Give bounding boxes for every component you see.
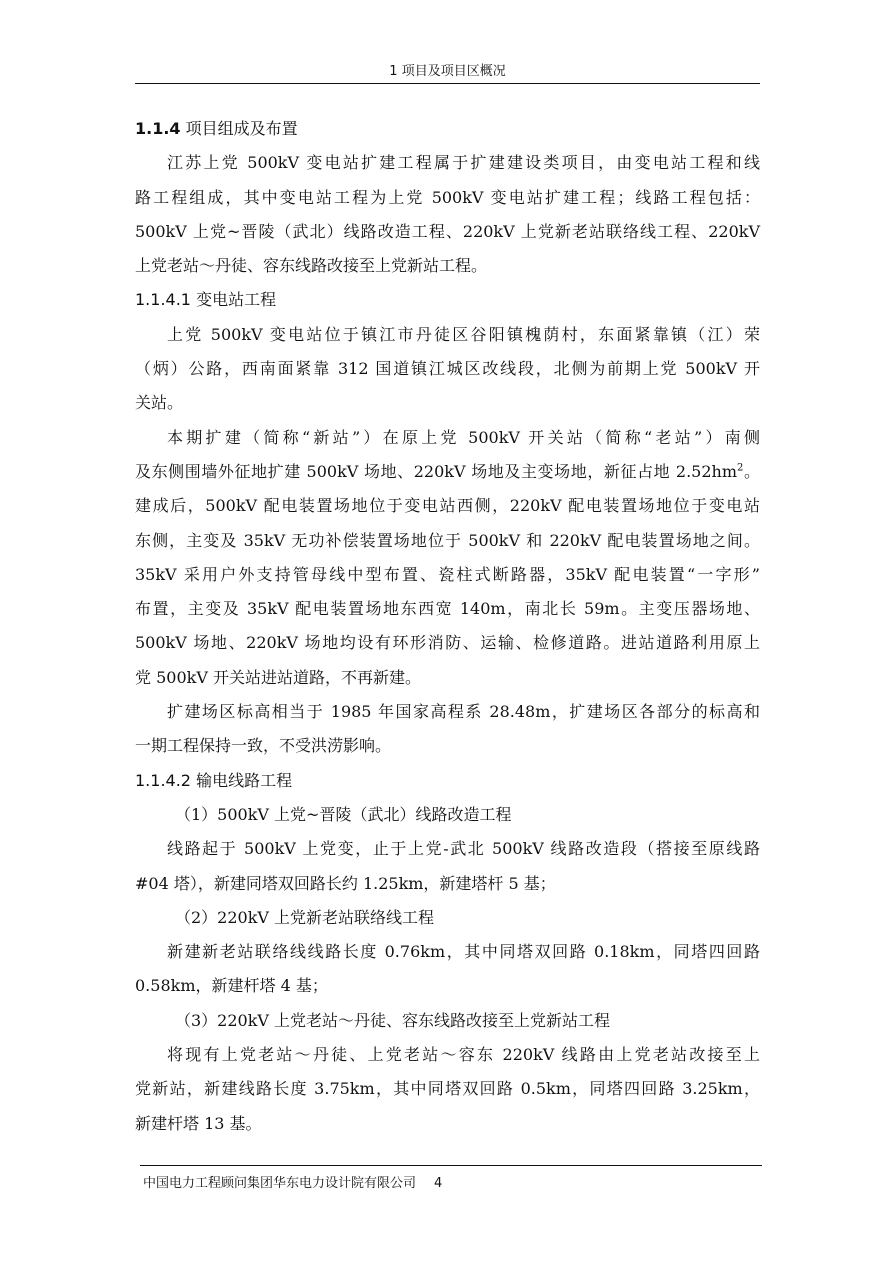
text-line: （炳）公路，西南面紧靠 312 国道镇江城区改线段，北侧为前期上党 500kV 开 — [135, 359, 760, 379]
area-text: 及东侧围墙外征地扩建 500kV 场地、220kV 场地及主变场地，新征占地 2.52hm — [135, 461, 738, 481]
substation-location-paragraph — [135, 318, 760, 421]
section-heading — [135, 112, 760, 146]
text-line: 上党老站～丹徒、容东线路改接至上党新站工程。 — [135, 256, 488, 276]
footer-rule — [140, 1165, 762, 1166]
text-line: 扩建场区标高相当于 1985 年国家高程系 28.48m，扩建场区各部分的标高和 — [167, 702, 760, 722]
subsection-number: 1.1.4.1 — [135, 290, 191, 310]
text-line — [135, 455, 760, 489]
item-title: （1）500kV 上党~晋陵（武北）线路改造工程 — [175, 804, 512, 824]
section-number: 1.1.4 — [135, 119, 181, 138]
text-line: 上党 500kV 变电站位于镇江市丹徒区谷阳镇槐荫村，东面紧靠镇（江）荣 — [167, 324, 760, 344]
item-title: （3）220kV 上党老站～丹徒、容东线路改接至上党新站工程 — [175, 1010, 611, 1030]
text-line: 0.58km，新建杆塔 4 基； — [135, 976, 328, 996]
running-header: 1 项目及项目区概况 — [389, 64, 506, 79]
text-line: 东侧，主变及 35kV 无功补偿装置场地位于 500kV 和 220kV 配电装置场地之间。 — [135, 530, 760, 550]
subsection-title: 变电站工程 — [196, 290, 277, 310]
text-line: #04 塔），新建同塔双回路长约 1.25km，新建塔杆 5 基； — [135, 873, 556, 893]
text-line: 500kV 上党~晋陵（武北）线路改造工程、220kV 上党新老站联络线工程、220kV — [135, 221, 760, 241]
text-line: 路工程组成，其中变电站工程为上党 500kV 变电站扩建工程；线路工程包括： — [135, 187, 760, 207]
area-unit-superscript: 2 — [737, 462, 744, 474]
text-line: 新建新老站联络线线路长度 0.76km，其中同塔双回路 0.18km，同塔四回路 — [167, 942, 760, 962]
text-line: 线路起于 500kV 上党变，止于上党-武北 500kV 线路改造段（搭接至原线路 — [167, 839, 760, 859]
subsection-number: 1.1.4.2 — [135, 770, 191, 790]
item-body — [135, 935, 760, 1004]
text-line: 新建杆塔 13 基。 — [135, 1113, 262, 1133]
page-number: 4 — [434, 1176, 443, 1191]
text-line: 党 500kV 开关站进站道路，不再新建。 — [135, 667, 421, 687]
subsection-heading — [135, 283, 760, 317]
item-body — [135, 832, 760, 901]
item-title: （2）220kV 上党新老站联络线工程 — [175, 907, 435, 927]
text-line: 一期工程保持一致，不受洪涝影响。 — [135, 736, 392, 756]
subsection-heading — [135, 764, 760, 798]
page-footer — [143, 1172, 442, 1191]
item-body — [135, 1038, 760, 1141]
text-line: 本期扩建（简称“新站”）在原上党 500kV 开关站（简称“老站”）南侧 — [167, 427, 760, 447]
text-line: 党新站，新建线路长度 3.75km，其中同塔双回路 0.5km，同塔四回路 3.25km， — [135, 1079, 760, 1099]
page-body — [135, 112, 760, 1141]
text-line: 江苏上党 500kV 变电站扩建工程属于扩建建设类项目，由变电站工程和线 — [167, 153, 760, 173]
text-line: 500kV 场地、220kV 场地均设有环形消防、运输、检修道路。进站道路利用原上 — [135, 633, 760, 653]
text-line: 关站。 — [135, 393, 184, 413]
text-line: 35kV 采用户外支持管母线中型布置、瓷柱式断路器，35kV 配电装置“一字形” — [135, 564, 760, 584]
intro-paragraph — [135, 146, 760, 283]
elevation-paragraph — [135, 695, 760, 764]
area-text-end: 。 — [743, 461, 760, 481]
section-title: 项目组成及布置 — [185, 119, 298, 138]
text-line: 将现有上党老站～丹徒、上党老站～容东 220kV 线路由上党老站改接至上 — [167, 1045, 760, 1065]
text-line: 建成后，500kV 配电装置场地位于变电站西侧，220kV 配电装置场地位于变电站 — [135, 496, 760, 516]
expansion-layout-paragraph — [135, 421, 760, 695]
subsection-title: 输电线路工程 — [196, 770, 293, 790]
text-line: 布置，主变及 35kV 配电装置场地东西宽 140m，南北长 59m。主变压器场地、 — [135, 599, 760, 619]
header-rule — [135, 83, 760, 84]
footer-organization: 中国电力工程顾问集团华东电力设计院有限公司 — [143, 1176, 417, 1191]
